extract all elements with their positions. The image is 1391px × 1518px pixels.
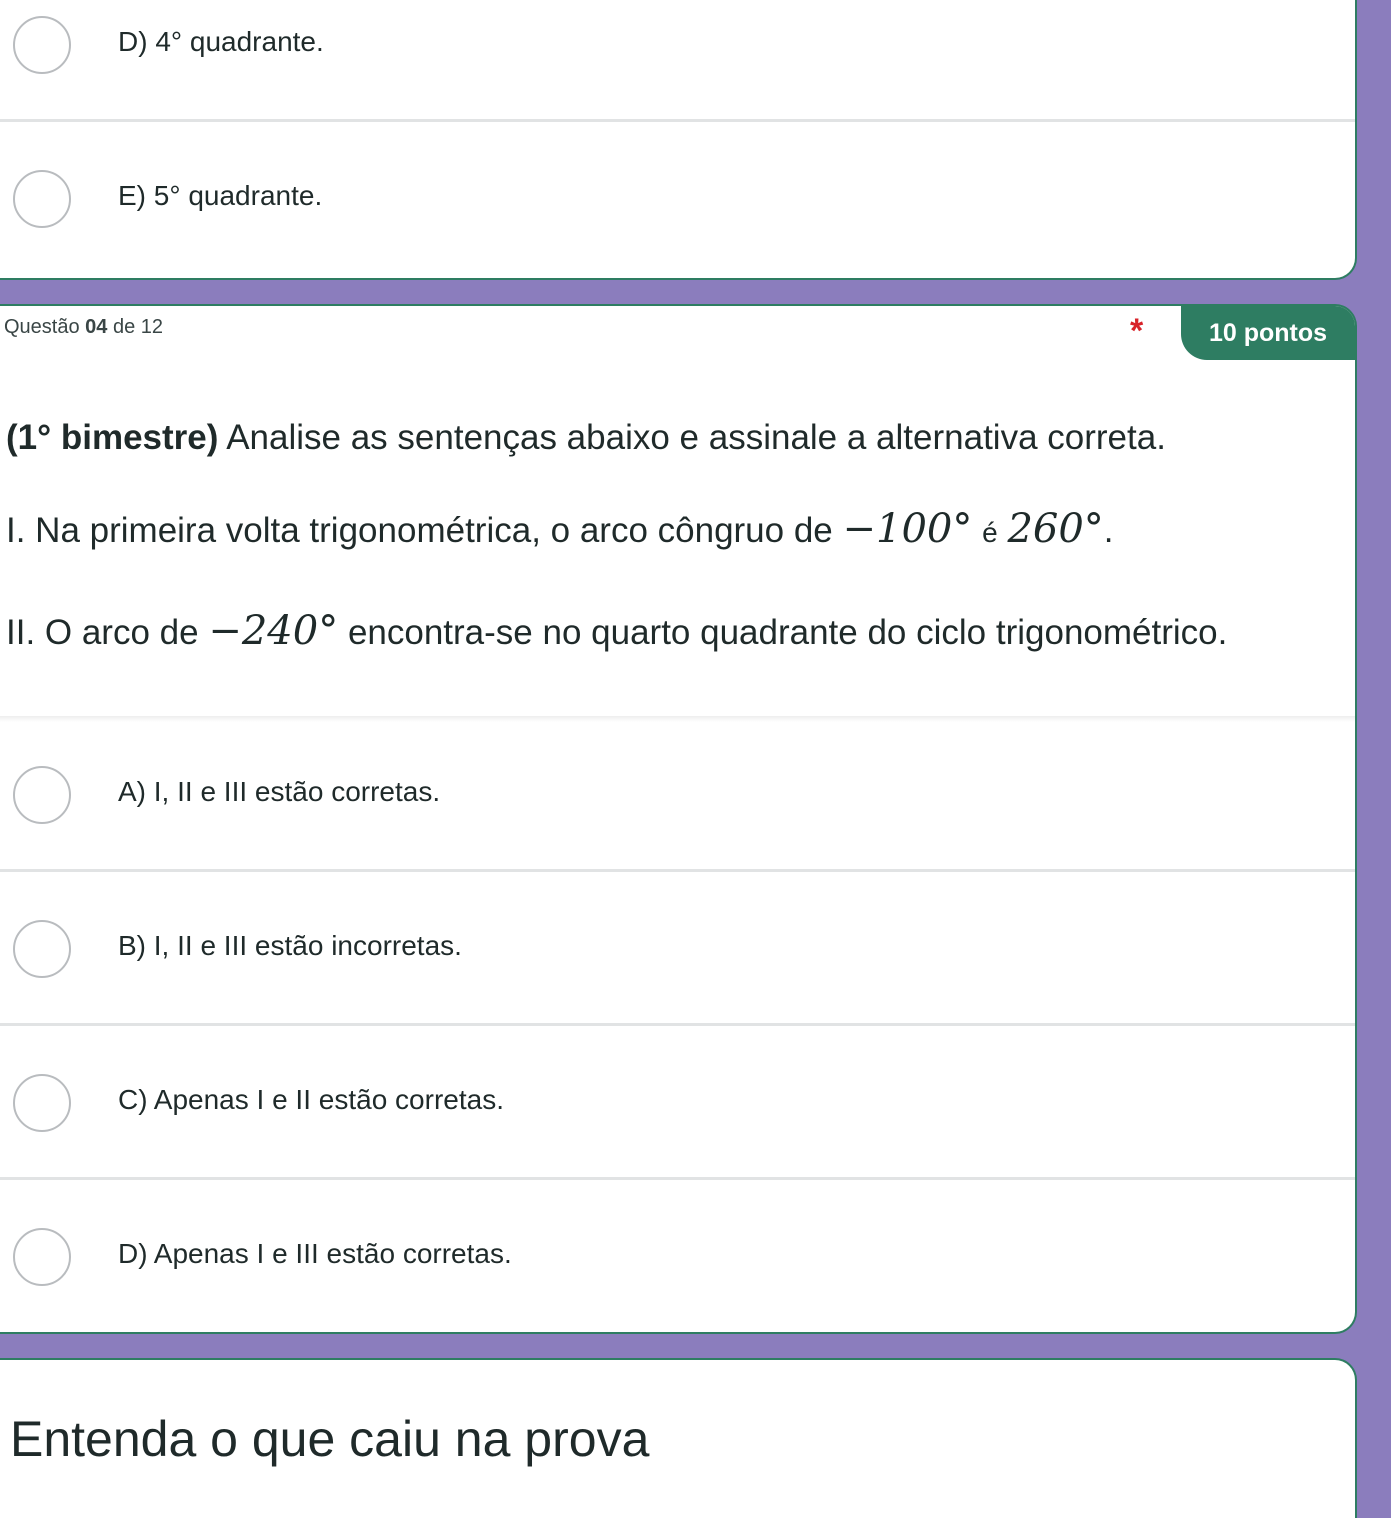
option-e-prev[interactable] bbox=[0, 124, 1355, 276]
radio-button[interactable] bbox=[13, 16, 71, 74]
section-title: Entenda o que caiu na prova bbox=[10, 1411, 650, 1467]
previous-question-card bbox=[0, 0, 1357, 280]
statement-2: II. O arco de −240° encontra-se no quarto quadrante do ciclo trigonométrico. bbox=[6, 608, 1228, 654]
required-asterisk-icon: * bbox=[1130, 312, 1144, 350]
option-b[interactable] bbox=[0, 874, 1355, 1026]
option-d-prev[interactable] bbox=[0, 0, 1355, 122]
question-counter: Questão 04 de 12 bbox=[4, 316, 164, 338]
statement-1: I. Na primeira volta trigonométrica, o arco côngruo de −100° é 260°. bbox=[6, 506, 1114, 552]
option-c[interactable] bbox=[0, 1028, 1355, 1180]
option-c-label: C) Apenas I e II estão corretas. bbox=[118, 1084, 504, 1115]
points-badge: 10 pontos bbox=[1181, 306, 1355, 360]
question-header bbox=[0, 306, 1355, 362]
option-label: D) 4° quadrante. bbox=[118, 26, 324, 57]
next-section-card bbox=[0, 1358, 1357, 1518]
radio-button[interactable] bbox=[13, 170, 71, 228]
option-a-label: A) I, II e III estão corretas. bbox=[118, 776, 441, 807]
question-card bbox=[0, 304, 1357, 1334]
option-label: E) 5° quadrante. bbox=[118, 180, 323, 211]
radio-button[interactable] bbox=[13, 920, 71, 978]
radio-button[interactable] bbox=[13, 766, 71, 824]
question-title: (1° bimestre) Analise as sentenças abaixo e assinale a alternativa correta. bbox=[6, 418, 1166, 457]
option-b-label: B) I, II e III estão incorretas. bbox=[118, 930, 462, 961]
option-d[interactable] bbox=[0, 1182, 1355, 1334]
radio-button[interactable] bbox=[13, 1228, 71, 1286]
option-a[interactable] bbox=[0, 720, 1355, 872]
option-d-label: D) Apenas I e III estão corretas. bbox=[118, 1238, 512, 1269]
radio-button[interactable] bbox=[13, 1074, 71, 1132]
